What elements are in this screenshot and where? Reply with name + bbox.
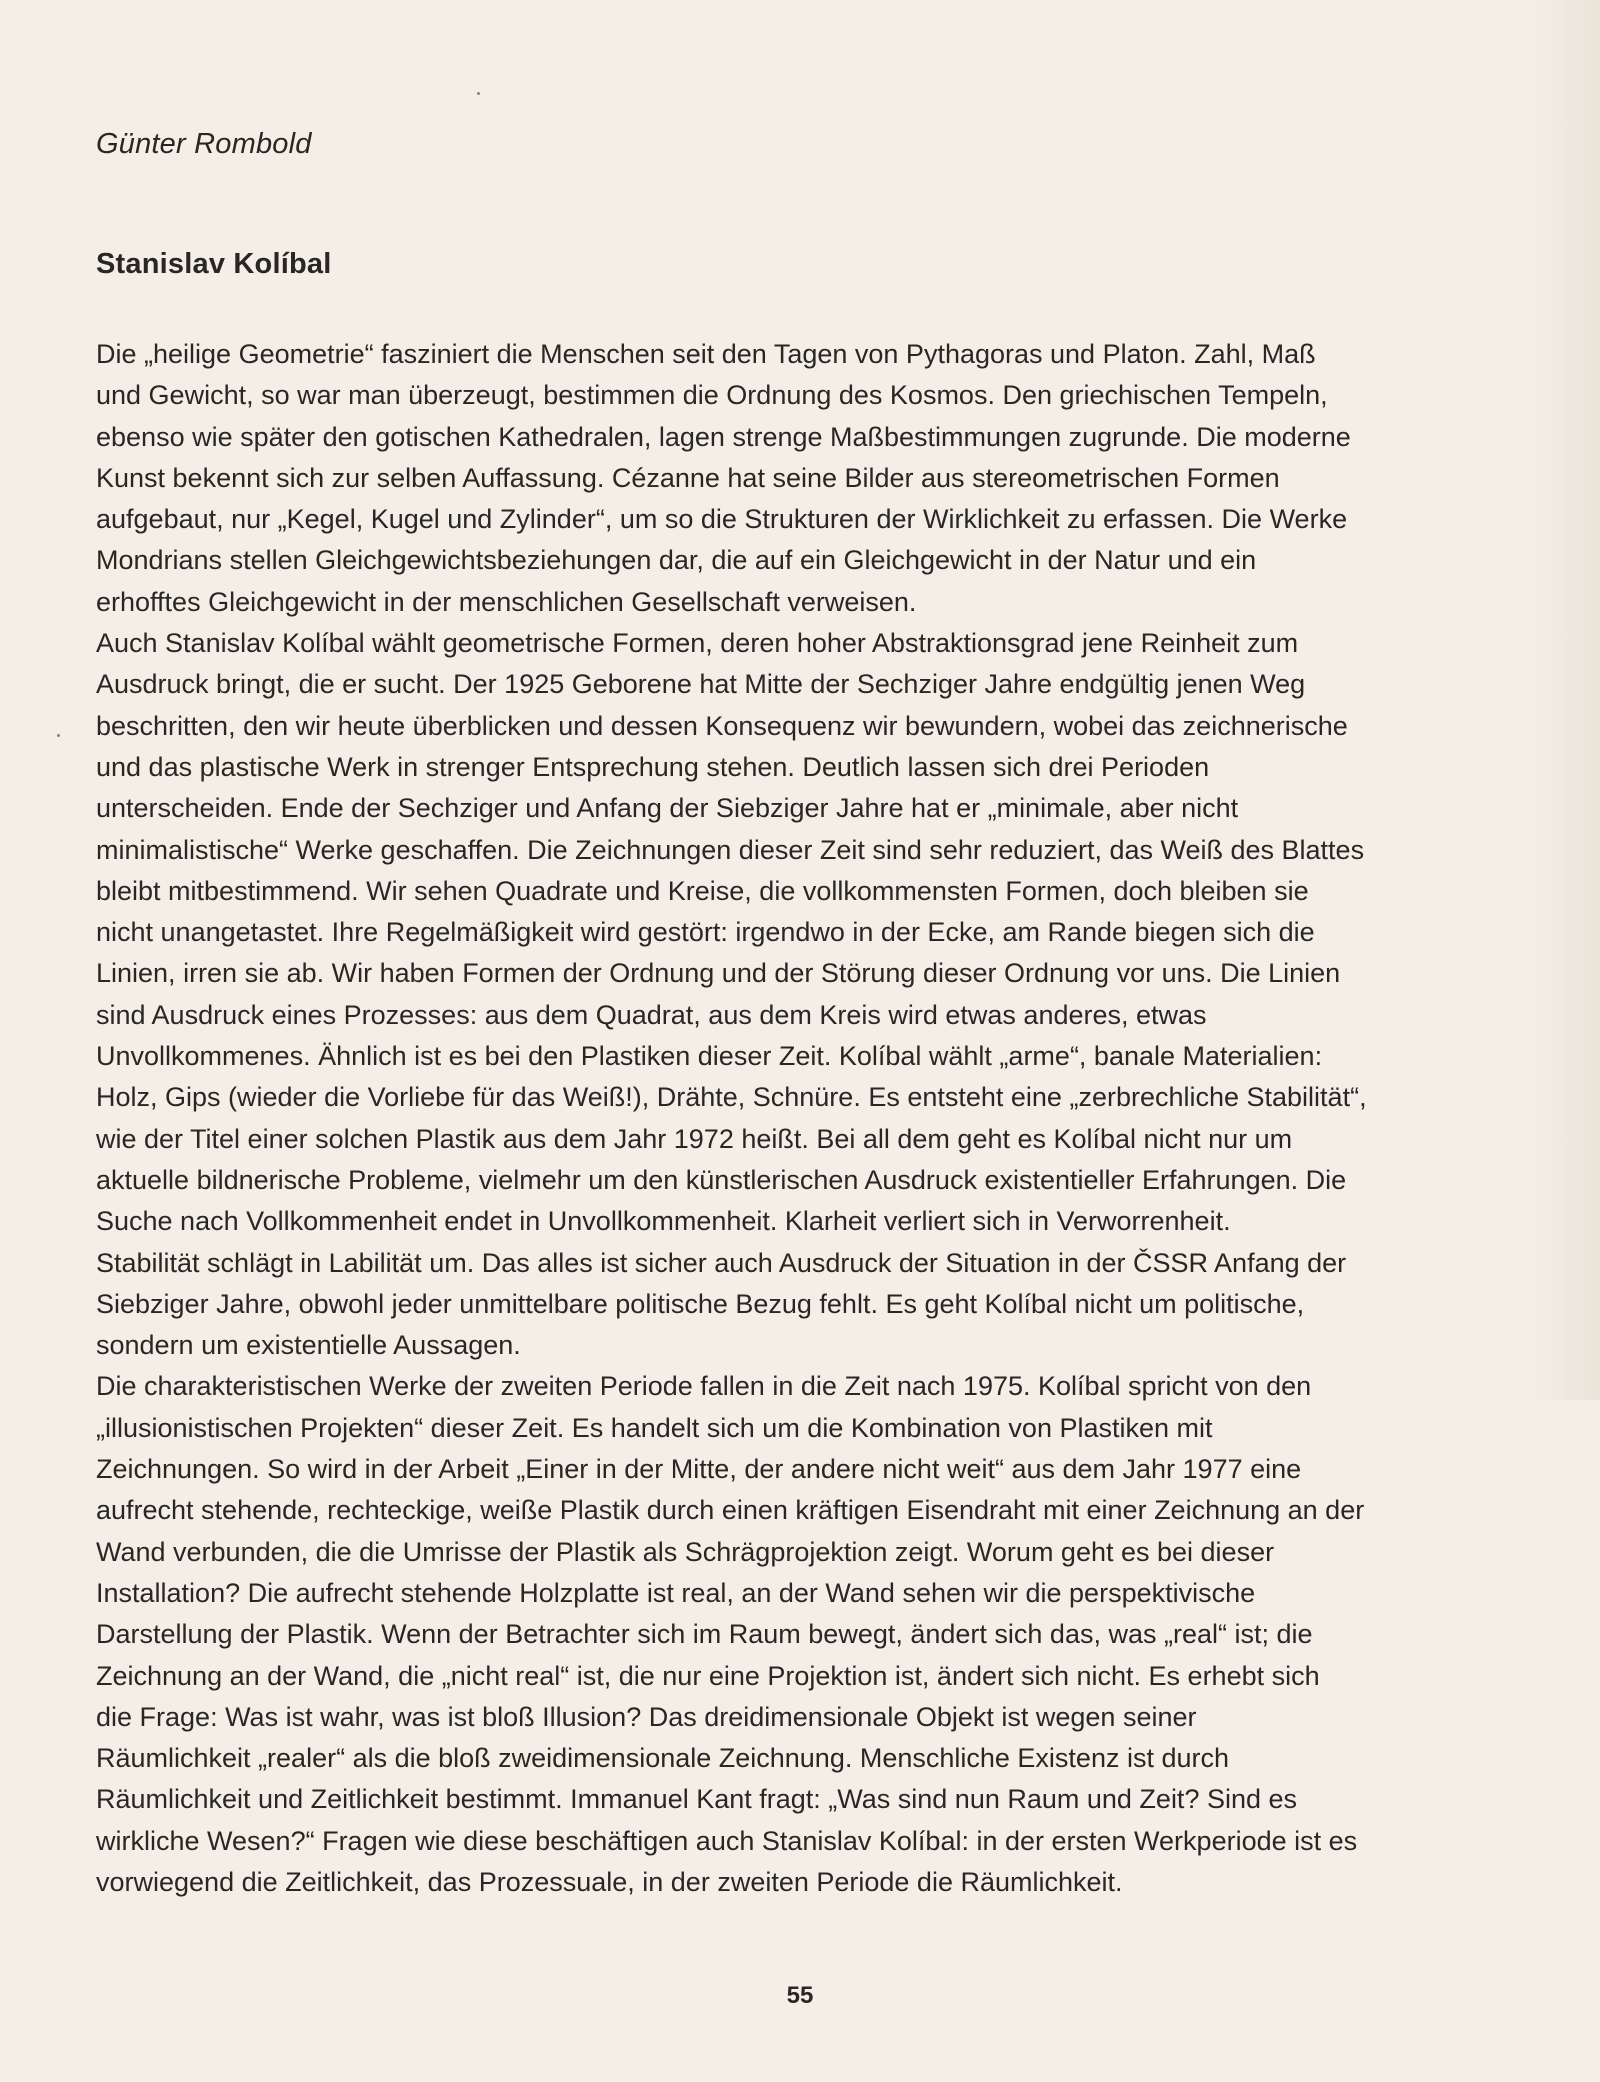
text-line: „illusionistischen Projekten“ dieser Zeit. Es handelt sich um die Kombination von Plastiken mit (96, 1412, 1213, 1443)
text-line: minimalistische“ Werke geschaffen. Die Zeichnungen dieser Zeit sind sehr reduziert, das Weiß des Blattes (96, 834, 1365, 865)
text-line: Räumlichkeit „realer“ als die bloß zweidimensionale Zeichnung. Menschliche Existenz ist durch (96, 1743, 1229, 1774)
text-line: die Frage: Was ist wahr, was ist bloß Illusion? Das dreidimensionale Objekt ist wegen seiner (96, 1701, 1197, 1732)
text-line: Kunst bekennt sich zur selben Auffassung. Cézanne hat seine Bilder aus stereometrischen Formen (96, 462, 1280, 493)
text-line: erhofftes Gleichgewicht in der menschlichen Gesellschaft verweisen. (96, 586, 917, 617)
text-line: Mondrians stellen Gleichgewichtsbeziehungen dar, die auf ein Gleichgewicht in der Natur und ein (96, 545, 1257, 576)
article-body (96, 334, 1508, 1903)
text-line: Zeichnungen. So wird in der Arbeit „Einer in der Mitte, der andere nicht weit“ aus dem Jahr 1977 eine (96, 1454, 1302, 1485)
paper-speck (477, 92, 480, 95)
text-line: Die charakteristischen Werke der zweiten Periode fallen in die Zeit nach 1975. Kolíbal spricht von den (96, 1371, 1312, 1402)
text-line: Räumlichkeit und Zeitlichkeit bestimmt. Immanuel Kant fragt: „Was sind nun Raum und Zeit? Sind es (96, 1784, 1298, 1815)
text-line: Siebziger Jahre, obwohl jeder unmittelbare politische Bezug fehlt. Es geht Kolíbal nicht um politische, (96, 1288, 1305, 1319)
text-line: beschritten, den wir heute überblicken und dessen Konsequenz wir bewundern, wobei das zeichnerische (96, 710, 1348, 741)
page-number: 55 (786, 1982, 814, 2009)
text-line: und das plastische Werk in strenger Entsprechung stehen. Deutlich lassen sich drei Perioden (96, 751, 1210, 782)
text-line: aktuelle bildnerische Probleme, vielmehr um den künstlerischen Ausdruck existentieller Erfahrungen. Die (96, 1164, 1347, 1195)
text-line: sind Ausdruck eines Prozesses: aus dem Quadrat, aus dem Kreis wird etwas anderes, etwas (96, 999, 1207, 1030)
text-line: ebenso wie später den gotischen Kathedralen, lagen strenge Maßbestimmungen zugrunde. Die moderne (96, 421, 1351, 452)
text-line: Linien, irren sie ab. Wir haben Formen der Ordnung und der Störung dieser Ordnung vor uns. Die Linien (96, 958, 1341, 989)
text-line: Installation? Die aufrecht stehende Holzplatte ist real, an der Wand sehen wir die perspektivische (96, 1577, 1256, 1608)
text-line: Holz, Gips (wieder die Vorliebe für das Weiß!), Drähte, Schnüre. Es entsteht eine „zerbrechliche Stabilität“, (96, 1082, 1367, 1113)
page-edge-shadow (1530, 0, 1600, 1400)
article-title: Stanislav Kolíbal (96, 248, 332, 280)
author-name: Günter Rombold (96, 128, 312, 160)
text-line: Unvollkommenes. Ähnlich ist es bei den Plastiken dieser Zeit. Kolíbal wählt „arme“, banale Materialien: (96, 1041, 1323, 1072)
paper-speck (57, 734, 60, 737)
text-line: Ausdruck bringt, die er sucht. Der 1925 Geborene hat Mitte der Sechziger Jahre endgültig jenen Weg (96, 669, 1306, 700)
text-line: Zeichnung an der Wand, die „nicht real“ ist, die nur eine Projektion ist, ändert sich nicht. Es erhebt sich (96, 1660, 1320, 1691)
text-line: Wand verbunden, die die Umrisse der Plastik als Schrägprojektion zeigt. Worum geht es bei dieser (96, 1536, 1275, 1567)
text-line: Die „heilige Geometrie“ fasziniert die Menschen seit den Tagen von Pythagoras und Platon. Zahl, Maß (96, 339, 1316, 369)
text-line: wie der Titel einer solchen Plastik aus dem Jahr 1972 heißt. Bei all dem geht es Kolíbal nicht nur um (96, 1123, 1293, 1154)
text-line: unterscheiden. Ende der Sechziger und Anfang der Siebziger Jahre hat er „minimale, aber nicht (96, 793, 1239, 824)
text-line: bleibt mitbestimmend. Wir sehen Quadrate und Kreise, die vollkommensten Formen, doch bleiben sie (96, 875, 1309, 906)
text-line: sondern um existentielle Aussagen. (96, 1330, 521, 1361)
text-line: Auch Stanislav Kolíbal wählt geometrische Formen, deren hoher Abstraktionsgrad jene Reinheit zum (96, 628, 1299, 659)
text-line: Darstellung der Plastik. Wenn der Betrachter sich im Raum bewegt, ändert sich das, was „real“ ist; die (96, 1619, 1313, 1650)
text-line: vorwiegend die Zeitlichkeit, das Prozessuale, in der zweiten Periode die Räumlichkeit. (96, 1866, 1123, 1897)
text-line: wirkliche Wesen?“ Fragen wie diese beschäftigen auch Stanislav Kolíbal: in der ersten Werkperiode ist es (96, 1825, 1358, 1856)
text-line: aufrecht stehende, rechteckige, weiße Plastik durch einen kräftigen Eisendraht mit einer Zeichnung an der (96, 1495, 1365, 1526)
text-line: Suche nach Vollkommenheit endet in Unvollkommenheit. Klarheit verliert sich in Verworrenheit. (96, 1206, 1231, 1237)
text-line: Stabilität schlägt in Labilität um. Das alles ist sicher auch Ausdruck der Situation in der ČSSR Anfang der (96, 1247, 1347, 1278)
text-line: und Gewicht, so war man überzeugt, bestimmen die Ordnung des Kosmos. Den griechischen Tempeln, (96, 380, 1328, 411)
text-line: aufgebaut, nur „Kegel, Kugel und Zylinder“, um so die Strukturen der Wirklichkeit zu erfassen. Die Werke (96, 504, 1348, 535)
text-line: nicht unangetastet. Ihre Regelmäßigkeit wird gestört: irgendwo in der Ecke, am Rande biegen sich die (96, 917, 1315, 948)
